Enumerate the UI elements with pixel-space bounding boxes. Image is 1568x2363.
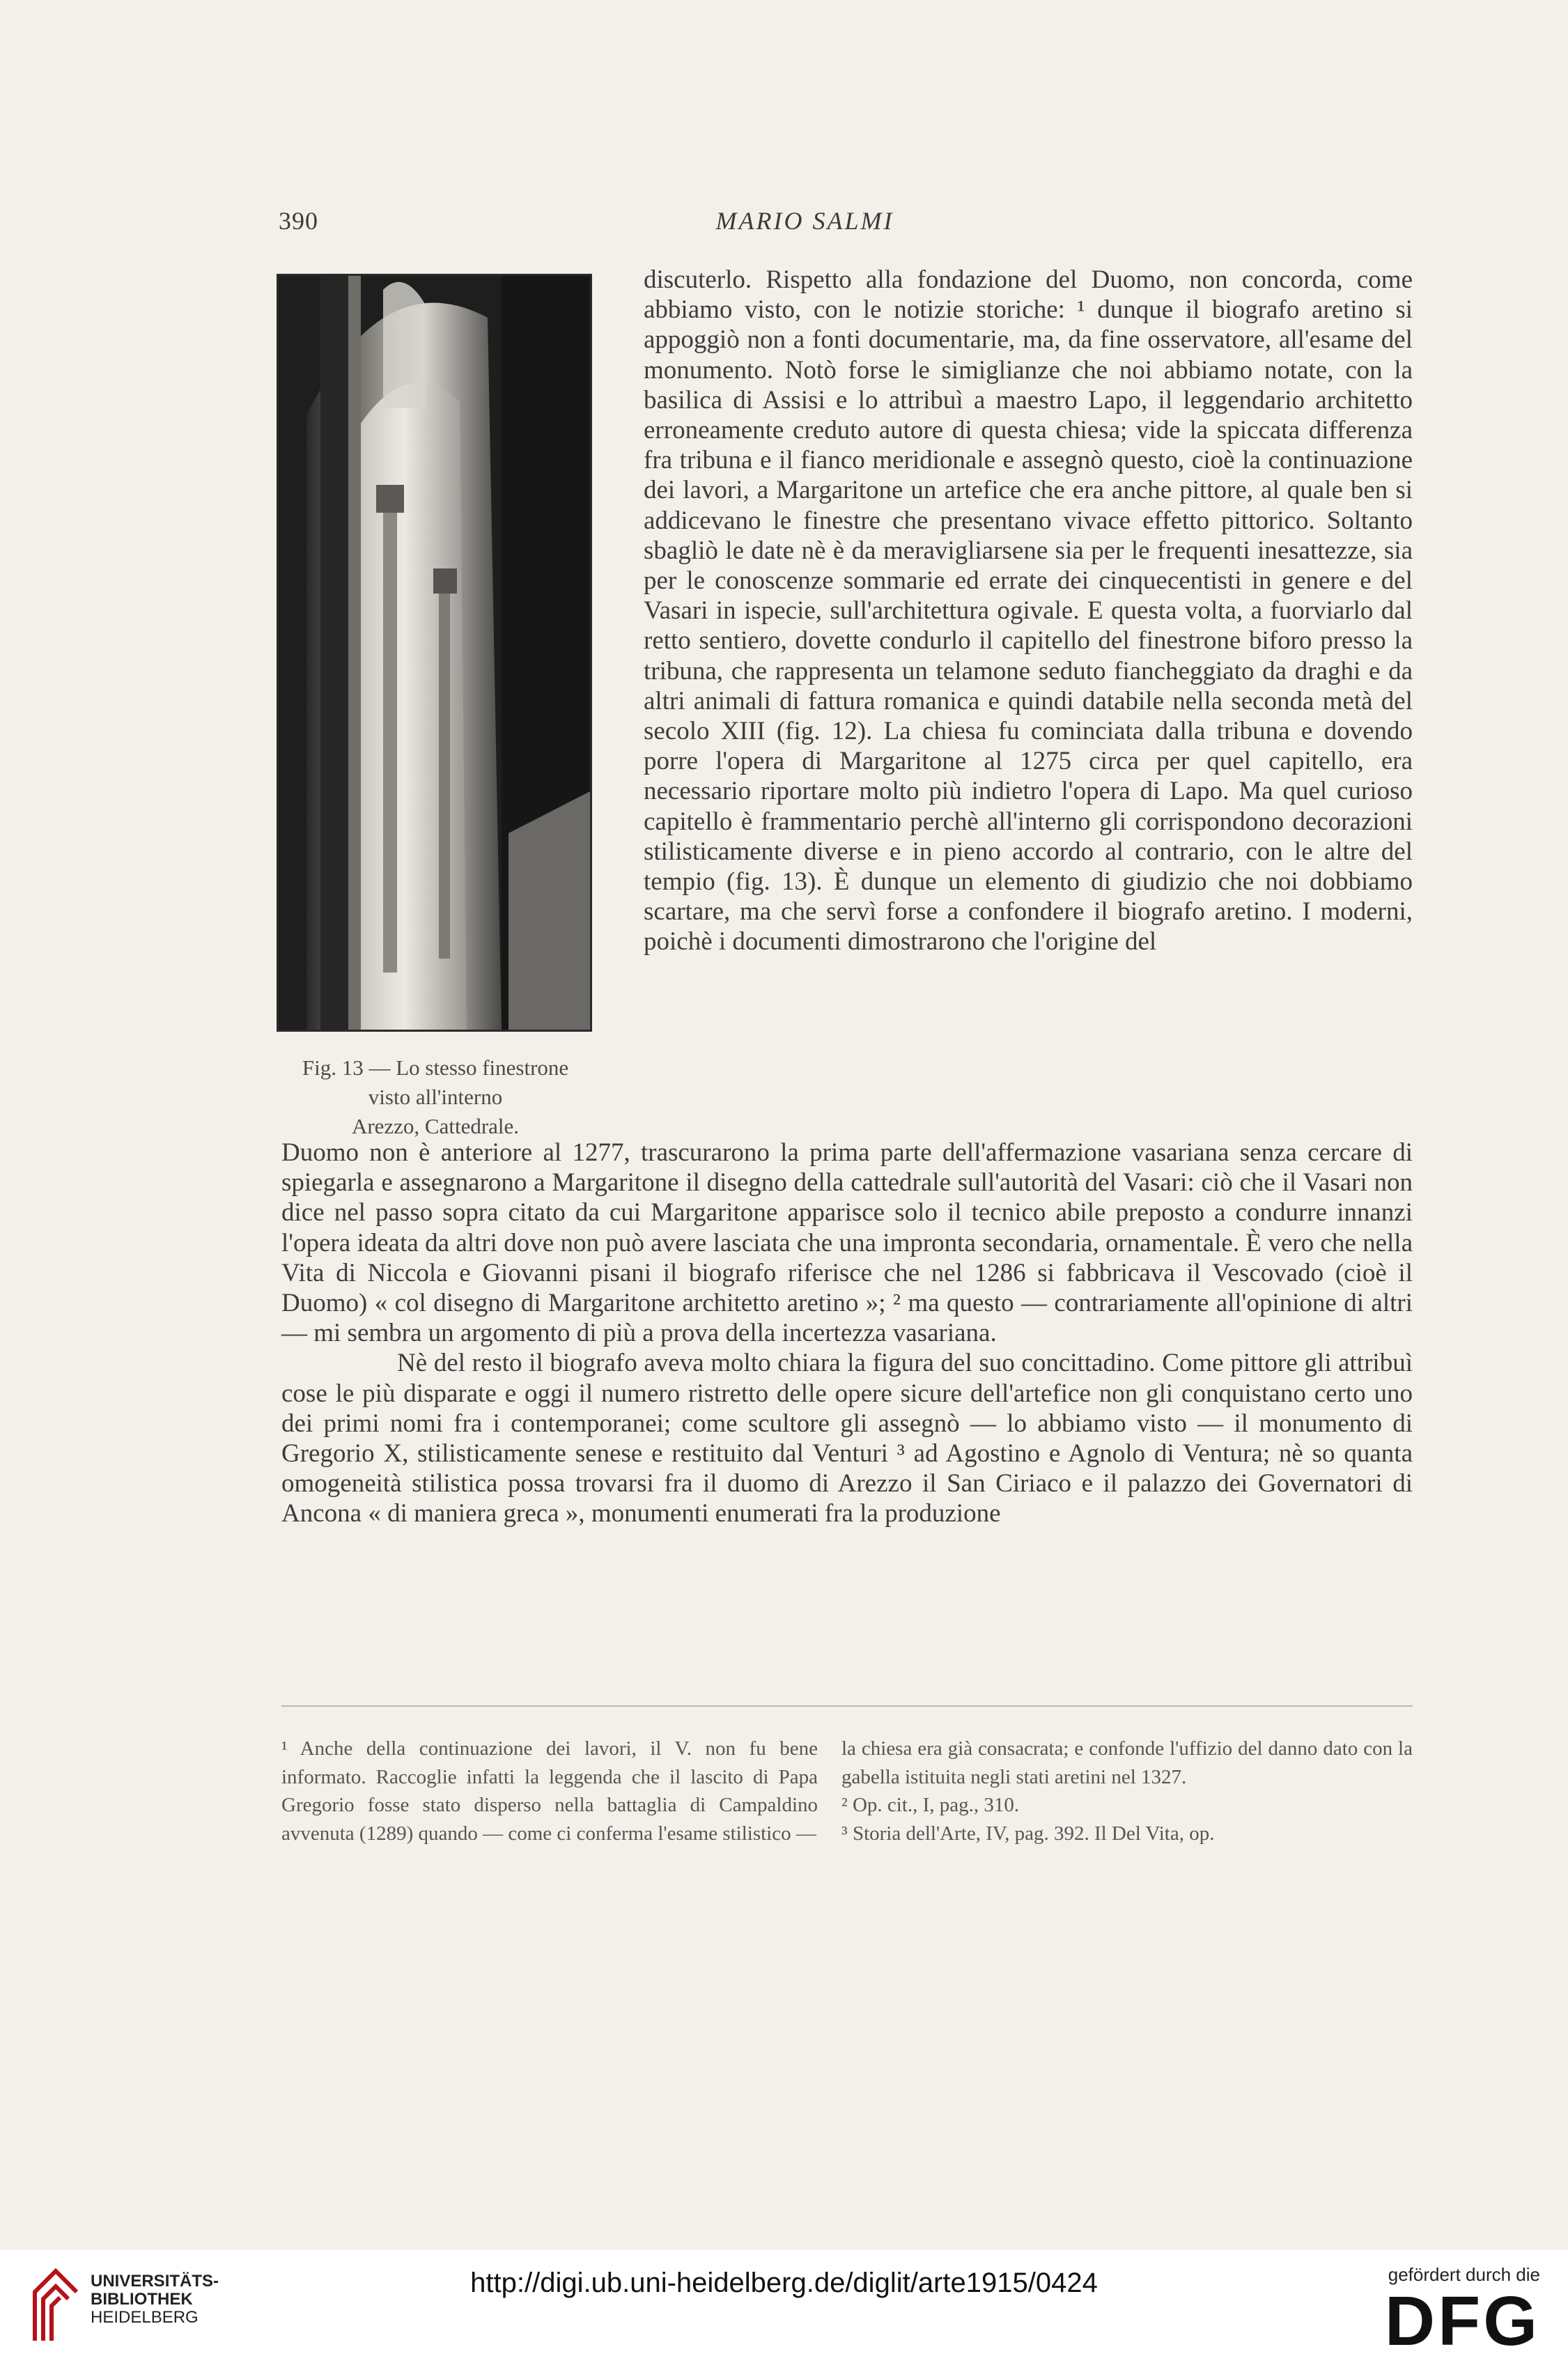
caption-line: Arezzo, Cattedrale. [351,1113,520,1138]
paragraph: Duomo non è anteriore al 1277, trascurarono la prima parte dell'affermazione vasariana senza cercare di spiegarla e assegnarono a Margaritone il disegno della cattedrale sull'autorità del Vasari: ciò che il Vasari non dice nel passo sopra citato da cui Margaritone apparisce solo il tecnico abile preposto a condurre innanzi l'opera ideata da altri dove non può avere lasciata che una impronta secondaria, ornamentale. È vero che nella Vita di Niccola e Giovanni pisani il biografo riferisce che nel 1286 si fabbricava il Vescovado (cioè il Duomo) « col disegno di Margaritone architetto aretino »; ² ma questo — contrariamente all'opinione di altri — mi sembra un argomento di più a prova della incertezza vasariana. [281,1138,1413,1348]
caption-line: visto all'interno [368,1084,503,1109]
figure-13-photograph [277,274,592,1032]
caption-line: Fig. 13 — Lo stesso finestrone [302,1055,569,1080]
paragraph: Nè del resto il biografo aveva molto chiara la figura del suo concittadino. Come pittore gli attribuì cose le più disparate e oggi il numero ristretto delle opere sicure dell'artefice non gli conquistano certo uno dei primi nomi fra i contemporanei; come scultore gli assegnò — lo abbiamo visto — il monumento di Gregorio X, stilisticamente senese e restituito dal Venturi ³ ad Agostino e Agnolo di Ventura; nè so quanta omogeneità stilistica possa trovarsi fra il duomo di Arezzo il San Ciriaco e il palazzo dei Governatori di Ancona « di maniera greca », monumenti enumerati fra la produzione [281,1349,1413,1528]
footnote-3: ³ Storia dell'Arte, IV, pag. 392. Il Del Vita, op. [841,1822,1215,1845]
footnotes-right-column [841,1735,1413,1847]
library-name-line: BIBLIOTHEK [91,2290,193,2309]
funded-by-label: gefördert durch die [1388,2264,1540,2285]
running-title: MARIO SALMI [715,207,894,235]
figure-caption [272,1053,599,1141]
library-name-line: HEIDELBERG [91,2308,199,2327]
footnotes-left-column [281,1735,818,1847]
body-text-full-width [281,1138,1413,1529]
footnote-1: ¹ Anche della continuazione dei lavori, il V. non fu bene informato. Raccoglie infatti la leggenda che il lascito di Papa Gregorio fosse stato disperso nella battaglia di Campaldino avvenuta (1289) quando — come ci conferma l'esame stilistico — [281,1737,818,1845]
footnote-2: ² Op. cit., I, pag., 310. [841,1794,1020,1816]
footnote-1-continued: la chiesa era già consacrata; e confonde l'uffizio del danno dato con la gabella istituita negli stati aretini nel 1327. [841,1737,1413,1788]
library-name-line: UNIVERSITÄTS- [91,2272,219,2291]
body-text-column [644,265,1413,957]
source-url-link[interactable]: http://digi.ub.uni-heidelberg.de/diglit/arte1915/0424 [470,2268,1098,2298]
page-number: 390 [279,207,318,235]
dfg-logo: DFG [1384,2282,1540,2360]
paragraph: discuterlo. Rispetto alla fondazione del Duomo, non concorda, come abbiamo visto, con le notizie storiche: ¹ dunque il biografo aretino si appoggiò non a fonti documentarie, ma, da fine osservatore, all'esame del monumento. Notò forse le simiglianze che noi abbiamo notate, con la basilica di Assisi e lo attribuì a maestro Lapo, il leggendario architetto erroneamente creduto autore di questa chiesa; vide la spiccata differenza fra tribuna e il fianco meridionale e assegnò questo, cioè la continuazione dei lavori, a Margaritone un artefice che era anche pittore, al quale ben si addicevano le finestre che presentano vivace effetto pittorico. Soltanto sbagliò le date nè è da meravigliarsene sia per le frequenti inesattezze, sia per le conoscenze sommarie ed errate dei cinquecentisti in genere e del Vasari in ispecie, sull'architettura ogivale. E questa volta, a fuorviarlo dal retto sentiero, dovette condurlo il capitello del finestrone biforo presso la tribuna, che rappresenta un telamone seduto fiancheggiato da draghi e da altri animali di fattura romanica e quindi databile nella seconda metà del secolo XIII (fig. 12). La chiesa fu cominciata dalla tribuna e dovendo porre l'opera di Margaritone al 1275 circa per quel capitello, era necessario riportare molto più indietro l'opera di Lapo. Ma quel curioso capitello è frammentario perchè all'interno gli corrispondono decorazioni stilisticamente diverse e in pieno accordo al contrario, con le altre del tempio (fig. 13). È dunque un elemento di giudizio che noi dobbiamo scartare, ma che servì forse a confondere il biografo aretino. I moderni, poichè i documenti dimostrarono che l'origine del [644,265,1413,956]
footnote-divider [281,1705,1413,1707]
